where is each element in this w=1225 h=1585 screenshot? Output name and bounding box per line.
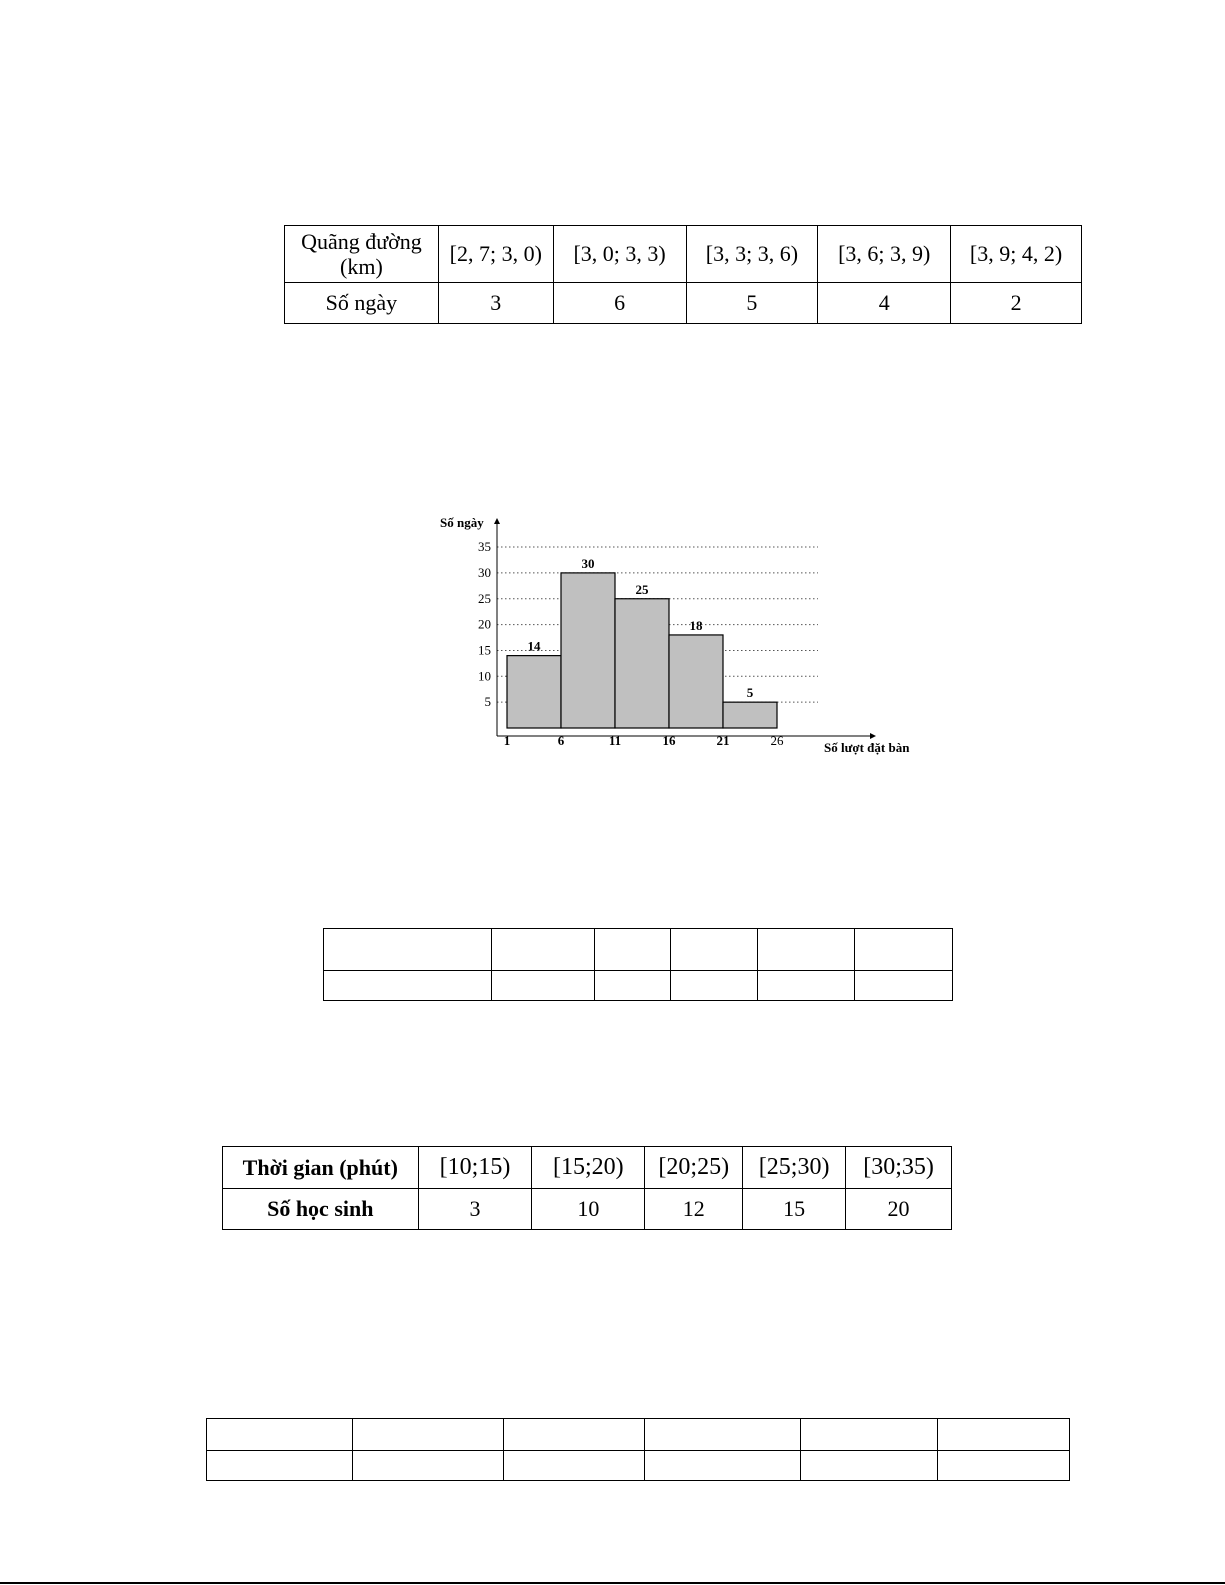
y-tick-label: 35	[478, 539, 491, 555]
y-tick-label: 10	[478, 668, 491, 684]
table-cell	[671, 929, 758, 971]
table-cell	[594, 929, 671, 971]
table3-count: 20	[846, 1189, 952, 1230]
table3-header-label: Thời gian (phút)	[223, 1147, 419, 1189]
histogram-bar	[723, 702, 777, 728]
table3-row-label: Số học sinh	[223, 1189, 419, 1230]
x-axis-label: Số lượt đặt bàn	[824, 740, 910, 755]
x-tick-label: 21	[716, 733, 730, 748]
page-bottom-rule	[0, 1582, 1225, 1584]
y-tick-labels	[478, 539, 491, 709]
bar-value-label: 25	[635, 581, 649, 597]
x-tick-label: 6	[557, 733, 565, 748]
histogram-bar	[561, 573, 615, 728]
table-cell	[938, 1451, 1070, 1481]
bar-value-label: 18	[689, 617, 703, 633]
table-cell	[503, 1419, 645, 1451]
x-tick-label: 26	[770, 733, 784, 748]
table1-count: 4	[818, 283, 951, 324]
bar-value-label: 30	[581, 555, 595, 571]
y-tick-label: 25	[478, 590, 491, 606]
table1-count: 2	[951, 283, 1082, 324]
table1-header-label: Quãng đường (km)	[285, 226, 439, 283]
bar-value-label: 14	[527, 638, 541, 654]
table1-count: 3	[438, 283, 553, 324]
y-tick-label: 15	[478, 642, 491, 658]
table1-interval: [3, 0; 3, 3)	[553, 226, 686, 283]
table1-interval: [2, 7; 3, 0)	[438, 226, 553, 283]
table3-interval: [20;25)	[645, 1147, 743, 1189]
table1-count: 6	[553, 283, 686, 324]
table1-row-label: Số ngày	[285, 283, 439, 324]
histogram-chart	[438, 514, 938, 768]
table-cell	[352, 1419, 503, 1451]
y-axis-label: Số ngày	[440, 515, 484, 530]
histogram-bar	[507, 656, 561, 728]
table-cell	[491, 971, 594, 1001]
table-cell	[207, 1451, 353, 1481]
table-cell	[938, 1419, 1070, 1451]
y-tick-label: 5	[484, 694, 491, 710]
table3-interval: [25;30)	[743, 1147, 846, 1189]
table-cell	[801, 1451, 938, 1481]
table-cell	[801, 1419, 938, 1451]
table-cell	[207, 1419, 353, 1451]
table3-count: 3	[418, 1189, 532, 1230]
x-tick-label: 16	[662, 733, 676, 748]
table-cell	[671, 971, 758, 1001]
table-cell	[645, 1451, 801, 1481]
table3-interval: [30;35)	[846, 1147, 952, 1189]
table3-interval: [15;20)	[532, 1147, 645, 1189]
distance-frequency-table	[284, 225, 1082, 324]
table-cell	[324, 971, 492, 1001]
table3-count: 10	[532, 1189, 645, 1230]
histogram-bar	[669, 635, 723, 728]
table1-interval: [3, 3; 3, 6)	[686, 226, 818, 283]
table3-count: 15	[743, 1189, 846, 1230]
table-cell	[758, 971, 855, 1001]
x-tick-labels	[504, 733, 784, 748]
x-tick-label: 11	[608, 733, 622, 748]
table3-count: 12	[645, 1189, 743, 1230]
histogram-bar	[615, 599, 669, 728]
empty-table-1	[323, 928, 953, 1001]
x-tick-label: 1	[503, 733, 511, 748]
y-tick-label: 30	[478, 564, 491, 580]
y-tick-label: 20	[478, 616, 491, 632]
table-cell	[855, 929, 953, 971]
table1-interval: [3, 6; 3, 9)	[818, 226, 951, 283]
table-cell	[758, 929, 855, 971]
table-cell	[324, 929, 492, 971]
empty-table-2	[206, 1418, 1070, 1481]
table1-count: 5	[686, 283, 818, 324]
table-cell	[352, 1451, 503, 1481]
table-cell	[855, 971, 953, 1001]
table-cell	[503, 1451, 645, 1481]
table-cell	[491, 929, 594, 971]
table3-interval: [10;15)	[418, 1147, 532, 1189]
table1-interval: [3, 9; 4, 2)	[951, 226, 1082, 283]
table-cell	[645, 1419, 801, 1451]
time-frequency-table	[222, 1146, 952, 1230]
bar-value-label: 5	[746, 685, 754, 701]
table-cell	[594, 971, 671, 1001]
